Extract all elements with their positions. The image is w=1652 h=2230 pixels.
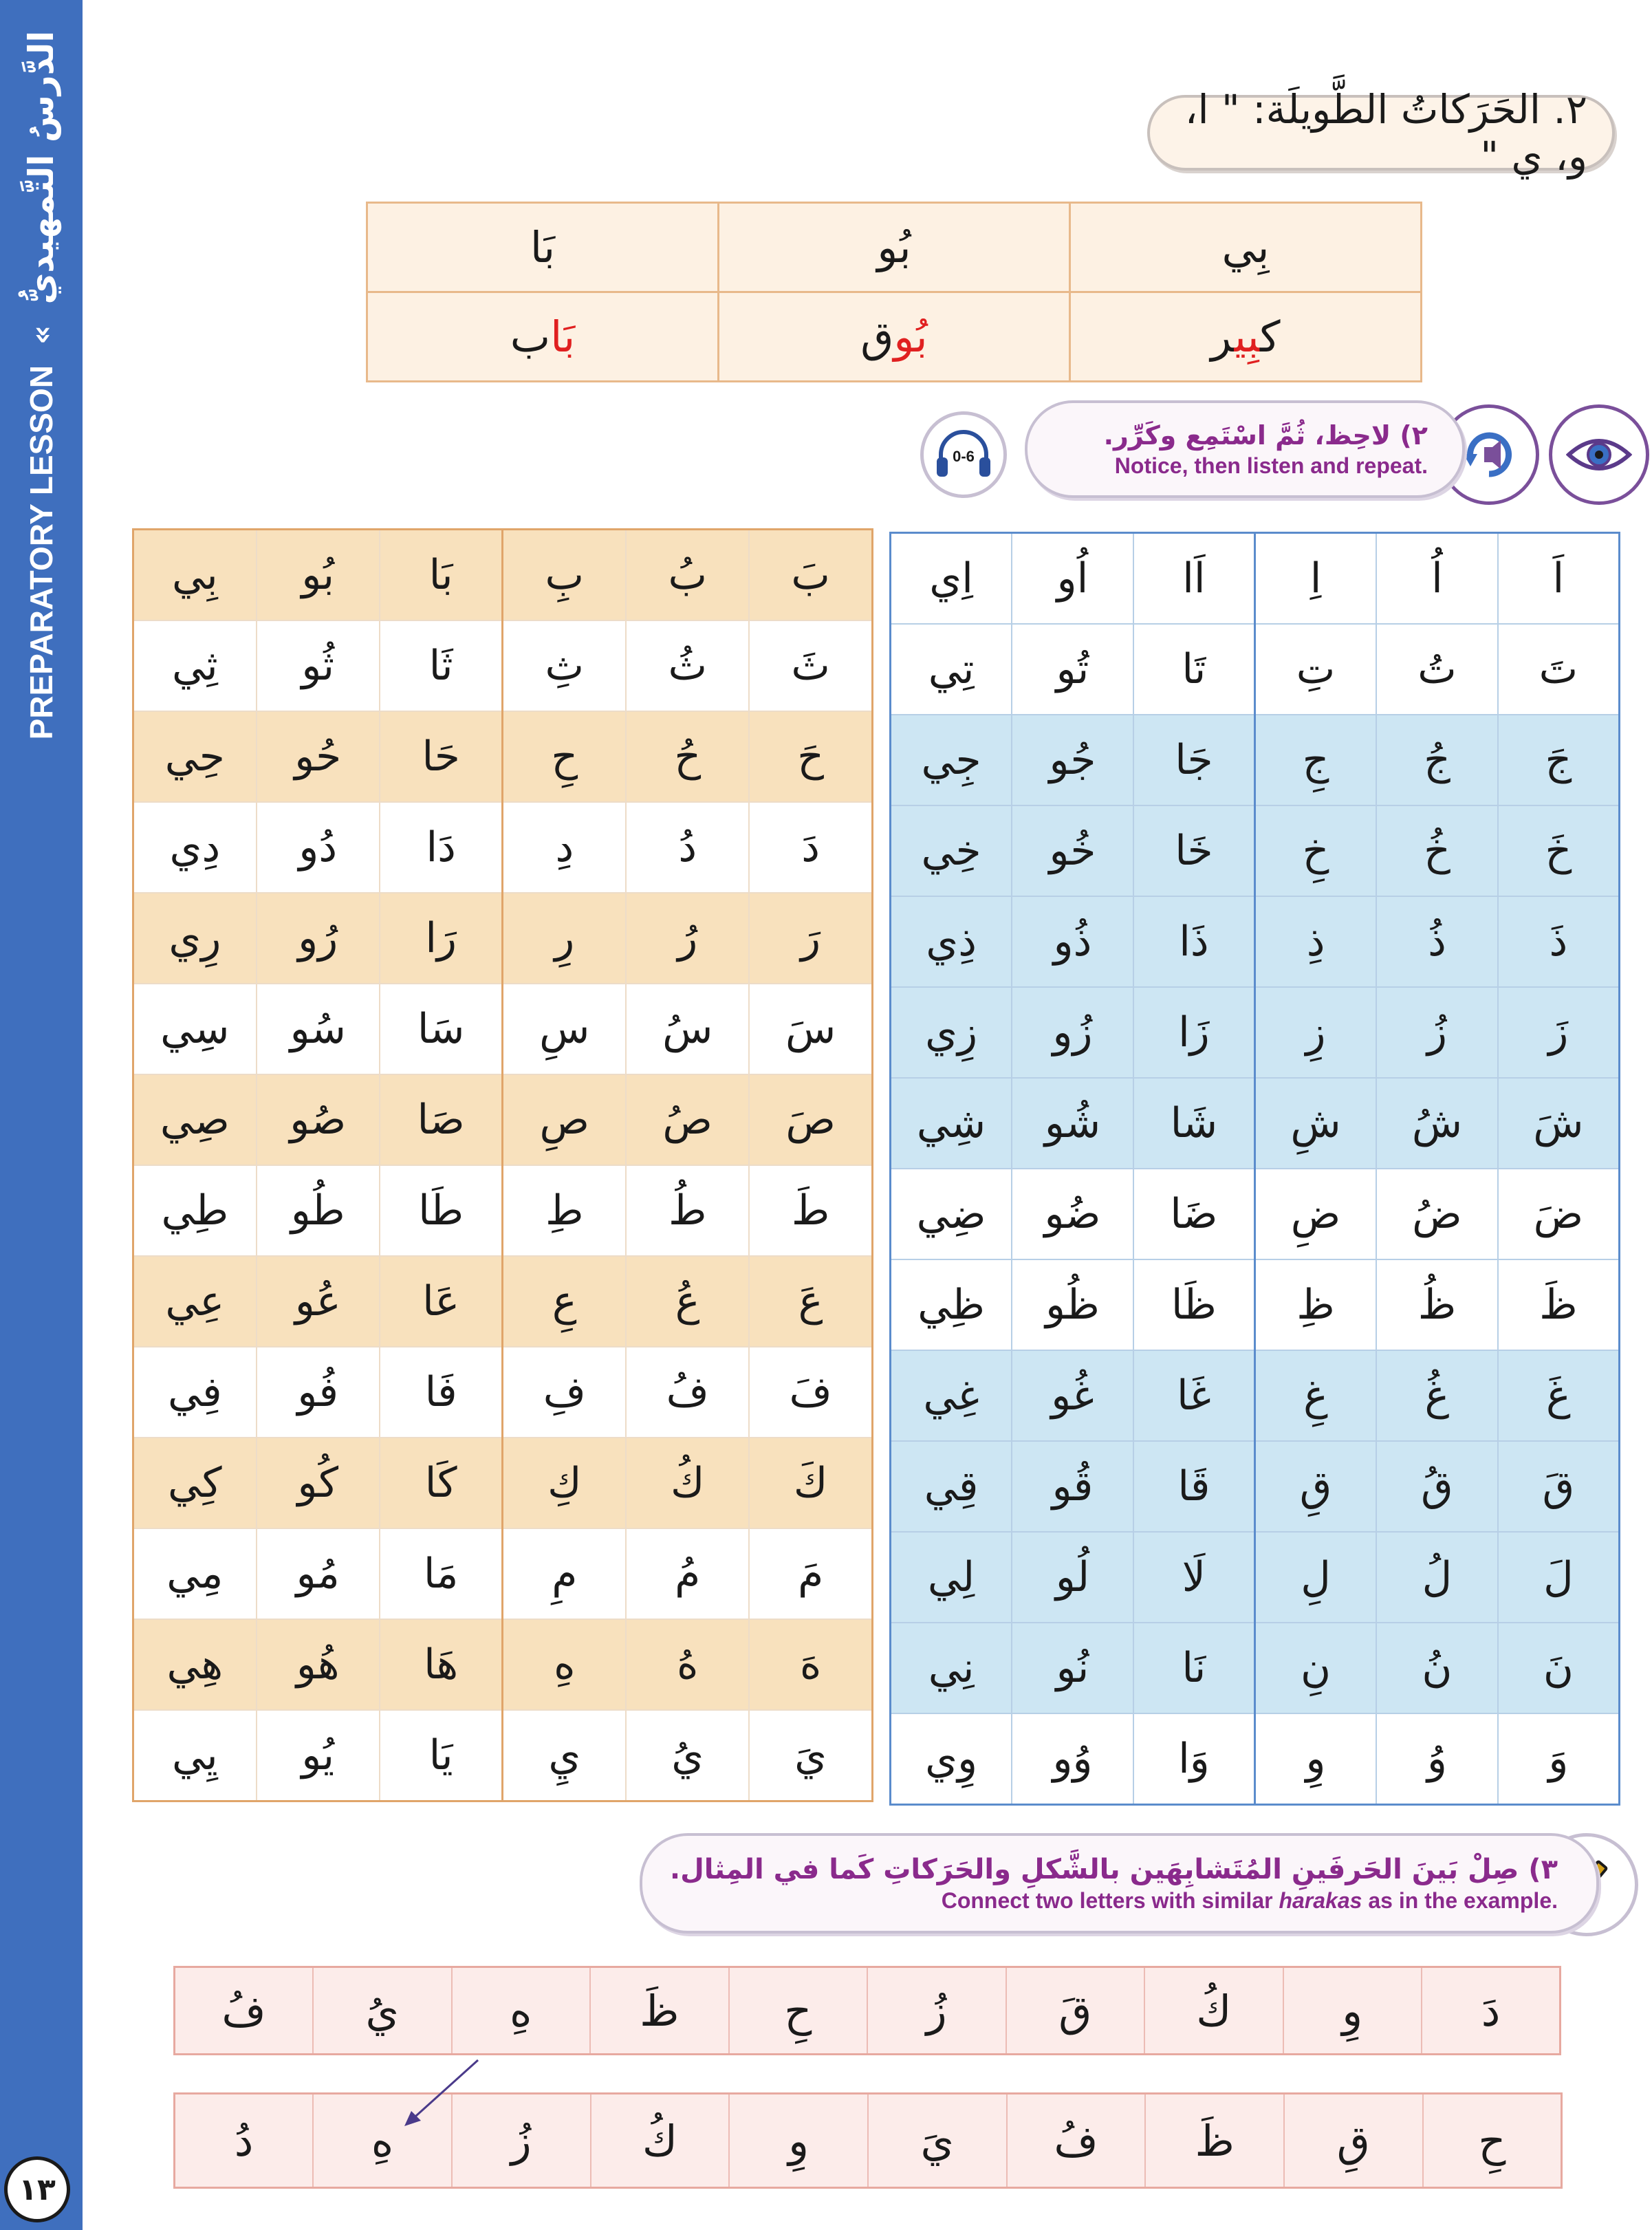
orange-grid-cell: ثِ [503, 620, 626, 711]
blue-grid-cell: اَا [1133, 533, 1255, 625]
orange-grid-cell: طِ [503, 1165, 626, 1256]
blue-grid-cell: ضِ [1254, 1169, 1376, 1259]
blue-grid-cell: ذَا [1133, 896, 1255, 987]
lv-cell: بَا [367, 203, 719, 292]
match-top-letter[interactable]: هِ [452, 1967, 591, 2055]
blue-grid-cell: اَ [1498, 533, 1620, 625]
orange-grid-cell: مَ [749, 1528, 872, 1619]
blue-grid-cell: نُ [1376, 1623, 1498, 1713]
orange-grid-cell: حَا [380, 711, 503, 802]
orange-grid-row [133, 1347, 873, 1438]
eye-icon [1549, 404, 1649, 505]
exercise3-ar: ٣) صِلْ بَينَ الحَرفَينِ المُتَشابِهَين بالشَّكلِ والحَرَكاتِ كَما في المِثال. [669, 1853, 1558, 1885]
orange-grid-cell: رِ [503, 893, 626, 984]
blue-grid-cell: غُ [1376, 1350, 1498, 1441]
lv-example-cell: بُوق [719, 292, 1070, 382]
chevrons-icon: « [23, 325, 59, 345]
blue-grid-cell: نَا [1133, 1623, 1255, 1713]
blue-grid-cell: خِ [1254, 805, 1376, 896]
orange-grid-cell: بُو [257, 530, 380, 621]
orange-grid-cell: مِي [133, 1528, 257, 1619]
orange-grid-cell: حُو [257, 711, 380, 802]
orange-grid-cell: يَا [380, 1710, 503, 1801]
blue-grid-cell: جِ [1254, 715, 1376, 805]
blue-grid-cell: نَ [1498, 1623, 1620, 1713]
orange-grid-row [133, 893, 873, 984]
blue-grid-cell: ضِي [891, 1169, 1012, 1259]
page-number: ١٣ [4, 2156, 70, 2222]
blue-grid-cell: قَا [1133, 1441, 1255, 1532]
blue-grid-cell: نِي [891, 1623, 1012, 1713]
blue-grid-cell: ضُو [1012, 1169, 1133, 1259]
blue-grid-cell: ظِ [1254, 1259, 1376, 1350]
blue-grid-row [891, 533, 1620, 625]
orange-grid-cell: مُو [257, 1528, 380, 1619]
orange-grid-cell: فَ [749, 1347, 872, 1438]
blue-grid-cell: لَ [1498, 1532, 1620, 1623]
blue-grid-cell: جَ [1498, 715, 1620, 805]
blue-grid-cell: ذَ [1498, 896, 1620, 987]
blue-grid-row [891, 624, 1620, 715]
orange-grid-cell: ثَ [749, 620, 872, 711]
match-bottom-letter[interactable]: ظَ [1145, 2094, 1284, 2188]
orange-grid-cell: صَ [749, 1074, 872, 1165]
orange-grid-row [133, 802, 873, 893]
blue-grid-cell: خَا [1133, 805, 1255, 896]
orange-grid-cell: كَ [749, 1438, 872, 1528]
blue-grid-cell: ظَا [1133, 1259, 1255, 1350]
blue-grid-cell: وِي [891, 1713, 1012, 1805]
blue-grid-cell: لَا [1133, 1532, 1255, 1623]
blue-grid-cell: شِ [1254, 1078, 1376, 1169]
orange-grid-cell: فَا [380, 1347, 503, 1438]
blue-grid-cell: ذِ [1254, 896, 1376, 987]
blue-grid-row [891, 715, 1620, 805]
blue-grid-row [891, 1623, 1620, 1713]
match-top-letter[interactable]: دَ [1422, 1967, 1561, 2055]
match-bottom-letter[interactable]: وِ [729, 2094, 868, 2188]
blue-grid-cell: ظُو [1012, 1259, 1133, 1350]
example-arrow [385, 2053, 495, 2136]
orange-grid-cell: سِي [133, 984, 257, 1074]
orange-grid-cell: عُو [257, 1256, 380, 1347]
orange-grid-cell: دُ [626, 802, 749, 893]
section2-title [1147, 86, 1615, 180]
orange-grid-cell: صِي [133, 1074, 257, 1165]
orange-grid-cell: عُ [626, 1256, 749, 1347]
blue-grid-cell: ذُ [1376, 896, 1498, 987]
long-vowels-row [367, 203, 1422, 292]
orange-grid-row [133, 620, 873, 711]
orange-grid-cell: بِي [133, 530, 257, 621]
lv-example-cell: كبِير [1070, 292, 1422, 382]
blue-grid-cell: خِي [891, 805, 1012, 896]
orange-grid-cell: يَ [749, 1710, 872, 1801]
orange-grid-cell: عَ [749, 1256, 872, 1347]
match-bottom-letter[interactable]: كُ [591, 2094, 730, 2188]
orange-grid-cell: هِي [133, 1619, 257, 1710]
orange-grid-cell: هَا [380, 1619, 503, 1710]
match-row-bottom [173, 2092, 1563, 2189]
blue-grid-cell: جُ [1376, 715, 1498, 805]
exercise2-instruction [1025, 400, 1465, 498]
match-top-letter[interactable]: حِ [729, 1967, 868, 2055]
blue-grid-cell: زِي [891, 987, 1012, 1078]
blue-grid-cell: غَ [1498, 1350, 1620, 1441]
blue-grid-cell: اِي [891, 533, 1012, 625]
blue-grid-cell: شِي [891, 1078, 1012, 1169]
blue-grid-cell: وُو [1012, 1713, 1133, 1805]
orange-grid-cell: حُ [626, 711, 749, 802]
lv-example-cell: بَاب [367, 292, 719, 382]
orange-grid-cell: دِي [133, 802, 257, 893]
blue-grid-cell: تُ [1376, 624, 1498, 715]
blue-grid-cell: نِ [1254, 1623, 1376, 1713]
orange-grid-cell: طِي [133, 1165, 257, 1256]
orange-grid-row [133, 1619, 873, 1710]
blue-grid-cell: ضُ [1376, 1169, 1498, 1259]
headphones-icon[interactable] [920, 411, 1007, 498]
blue-grid-cell: ضَ [1498, 1169, 1620, 1259]
letters-grid-orange [132, 528, 873, 1802]
blue-grid-cell: تَا [1133, 624, 1255, 715]
orange-grid-cell: كُ [626, 1438, 749, 1528]
orange-grid-cell: يُ [626, 1710, 749, 1801]
match-bottom-letter[interactable]: هِ [313, 2094, 452, 2188]
blue-grid-cell: قُو [1012, 1441, 1133, 1532]
orange-grid-cell: حِ [503, 711, 626, 802]
orange-grid-cell: سِ [503, 984, 626, 1074]
exercise3-en: Connect two letters with similar harakas as in the example. [941, 1887, 1558, 1913]
blue-grid-cell: لُو [1012, 1532, 1133, 1623]
orange-grid-row [133, 1710, 873, 1801]
orange-grid-cell: دَ [749, 802, 872, 893]
exercise2-en: Notice, then listen and repeat. [1114, 453, 1428, 478]
orange-grid-cell: كِي [133, 1438, 257, 1528]
blue-grid-cell: ذِي [891, 896, 1012, 987]
blue-grid-row [891, 1441, 1620, 1532]
match-bottom-letter[interactable]: فُ [1007, 2094, 1146, 2188]
orange-grid-cell: عَا [380, 1256, 503, 1347]
match-top-letter[interactable]: زُ [867, 1967, 1006, 2055]
blue-grid-cell: ظِي [891, 1259, 1012, 1350]
orange-grid-row [133, 1165, 873, 1256]
orange-grid-cell: طَا [380, 1165, 503, 1256]
blue-grid-cell: زَ [1498, 987, 1620, 1078]
orange-grid-cell: يُو [257, 1710, 380, 1801]
blue-grid-cell: وُ [1376, 1713, 1498, 1805]
orange-grid-cell: هِ [503, 1619, 626, 1710]
blue-grid-cell: اُو [1012, 533, 1133, 625]
orange-grid-cell: صُو [257, 1074, 380, 1165]
match-top-letter[interactable]: يُ [313, 1967, 452, 2055]
match-bottom-letter[interactable]: يَ [868, 2094, 1007, 2188]
orange-grid-cell: مِ [503, 1528, 626, 1619]
blue-grid-cell: وَ [1498, 1713, 1620, 1805]
orange-grid-cell: طَ [749, 1165, 872, 1256]
long-vowels-table [366, 202, 1422, 382]
blue-grid-cell: جُو [1012, 715, 1133, 805]
orange-grid-cell: فِي [133, 1347, 257, 1438]
blue-grid-cell: قِي [891, 1441, 1012, 1532]
blue-grid-cell: اُ [1376, 533, 1498, 625]
orange-grid-cell: رِي [133, 893, 257, 984]
exercise2-ar: ٢) لاحِظ، ثُمَّ اسْتَمِع وكَرِّر. [1103, 420, 1428, 451]
blue-grid-cell: ظَ [1498, 1259, 1620, 1350]
blue-grid-cell: تَ [1498, 624, 1620, 715]
blue-grid-cell: ضَا [1133, 1169, 1255, 1259]
orange-grid-cell: كُو [257, 1438, 380, 1528]
lv-cell: بُو [719, 203, 1070, 292]
blue-grid-row [891, 1532, 1620, 1623]
blue-grid-cell: غَا [1133, 1350, 1255, 1441]
blue-grid-cell: شَا [1133, 1078, 1255, 1169]
blue-grid-cell: غُو [1012, 1350, 1133, 1441]
blue-grid-row [891, 896, 1620, 987]
blue-grid-cell: خَ [1498, 805, 1620, 896]
match-bottom-letter[interactable]: حِ [1423, 2094, 1562, 2188]
blue-grid-cell: زَا [1133, 987, 1255, 1078]
blue-grid-cell: تِي [891, 624, 1012, 715]
blue-grid-row [891, 987, 1620, 1078]
match-top-letter[interactable]: قَ [1006, 1967, 1145, 2055]
orange-grid-cell: عِ [503, 1256, 626, 1347]
side-band [0, 0, 83, 2230]
blue-grid-cell: زِ [1254, 987, 1376, 1078]
blue-grid-cell: خُ [1376, 805, 1498, 896]
match-bottom-letter[interactable]: دُ [175, 2094, 314, 2188]
blue-grid-cell: نُو [1012, 1623, 1133, 1713]
orange-grid-cell: هَ [749, 1619, 872, 1710]
orange-grid-cell: رُو [257, 893, 380, 984]
lv-cell: بِي [1070, 203, 1422, 292]
blue-grid-cell: جَا [1133, 715, 1255, 805]
blue-grid-cell: ظُ [1376, 1259, 1498, 1350]
orange-grid-cell: ثُو [257, 620, 380, 711]
orange-grid-cell: ثُ [626, 620, 749, 711]
blue-grid-cell: تِ [1254, 624, 1376, 715]
orange-grid-cell: يِ [503, 1710, 626, 1801]
orange-grid-cell: فِ [503, 1347, 626, 1438]
orange-grid-cell: رُ [626, 893, 749, 984]
orange-grid-cell: هُو [257, 1619, 380, 1710]
blue-grid-cell: قِ [1254, 1441, 1376, 1532]
orange-grid-cell: حِي [133, 711, 257, 802]
svg-text:0-6: 0-6 [953, 448, 975, 465]
exercise3-instruction [640, 1833, 1599, 1934]
blue-grid-cell: تُو [1012, 624, 1133, 715]
orange-grid-cell: بُ [626, 530, 749, 621]
orange-grid-cell: صِ [503, 1074, 626, 1165]
blue-grid-cell: وَا [1133, 1713, 1255, 1805]
orange-grid-row [133, 711, 873, 802]
orange-grid-cell: حَ [749, 711, 872, 802]
orange-grid-cell: سَا [380, 984, 503, 1074]
orange-grid-cell: دَا [380, 802, 503, 893]
blue-grid-cell: ذُو [1012, 896, 1133, 987]
blue-grid-cell: زُو [1012, 987, 1133, 1078]
match-row-top [173, 1966, 1561, 2055]
blue-grid-cell: جِي [891, 715, 1012, 805]
blue-grid-row [891, 1350, 1620, 1441]
orange-grid-cell: رَ [749, 893, 872, 984]
match-bottom-letter[interactable]: قِ [1284, 2094, 1423, 2188]
orange-grid-cell: مُ [626, 1528, 749, 1619]
match-top-letter[interactable]: وِ [1283, 1967, 1422, 2055]
orange-grid-row [133, 1256, 873, 1347]
match-top-letter[interactable]: كُ [1144, 1967, 1283, 2055]
blue-grid-row [891, 1078, 1620, 1169]
match-top-letter[interactable]: فُ [175, 1967, 314, 2055]
orange-grid-cell: رَا [380, 893, 503, 984]
letters-grid-blue [889, 532, 1620, 1806]
orange-grid-cell: هُ [626, 1619, 749, 1710]
orange-grid-row [133, 1438, 873, 1528]
blue-grid-cell: اِ [1254, 533, 1376, 625]
orange-grid-cell: بِ [503, 530, 626, 621]
orange-grid-cell: مَا [380, 1528, 503, 1619]
orange-grid-cell: طُو [257, 1165, 380, 1256]
long-vowels-example-row [367, 292, 1422, 382]
blue-grid-cell: شَ [1498, 1078, 1620, 1169]
orange-grid-cell: فُ [626, 1347, 749, 1438]
section2-title-text: ٢. الحَرَكاتُ الطَّويلَة: " ا، و، ي " [1184, 86, 1587, 180]
blue-grid-cell: لِي [891, 1532, 1012, 1623]
orange-grid-cell: طُ [626, 1165, 749, 1256]
blue-grid-row [891, 1713, 1620, 1805]
side-title [21, 31, 61, 740]
orange-grid-cell: صَا [380, 1074, 503, 1165]
blue-grid-cell: غِ [1254, 1350, 1376, 1441]
orange-grid-cell: فُو [257, 1347, 380, 1438]
blue-grid-cell: زُ [1376, 987, 1498, 1078]
orange-grid-cell: كِ [503, 1438, 626, 1528]
blue-grid-cell: لِ [1254, 1532, 1376, 1623]
blue-grid-cell: غِي [891, 1350, 1012, 1441]
side-title-en: PREPARATORY LESSON [23, 365, 59, 740]
orange-grid-cell: ثَا [380, 620, 503, 711]
blue-grid-cell: قَ [1498, 1441, 1620, 1532]
blue-grid-row [891, 1259, 1620, 1350]
blue-grid-cell: وِ [1254, 1713, 1376, 1805]
orange-grid-cell: بَا [380, 530, 503, 621]
orange-grid-cell: بَ [749, 530, 872, 621]
orange-grid-row [133, 984, 873, 1074]
orange-grid-cell: سُ [626, 984, 749, 1074]
orange-grid-cell: ثِي [133, 620, 257, 711]
orange-grid-cell: سُو [257, 984, 380, 1074]
blue-grid-row [891, 1169, 1620, 1259]
blue-grid-cell: خُو [1012, 805, 1133, 896]
blue-grid-cell: شُو [1012, 1078, 1133, 1169]
orange-grid-cell: دِ [503, 802, 626, 893]
blue-grid-cell: قُ [1376, 1441, 1498, 1532]
orange-grid-cell: كَا [380, 1438, 503, 1528]
orange-grid-row [133, 530, 873, 621]
orange-grid-cell: صُ [626, 1074, 749, 1165]
orange-grid-row [133, 1074, 873, 1165]
blue-grid-cell: لُ [1376, 1532, 1498, 1623]
blue-grid-row [891, 805, 1620, 896]
blue-grid-cell: شُ [1376, 1078, 1498, 1169]
orange-grid-cell: عِي [133, 1256, 257, 1347]
orange-grid-row [133, 1528, 873, 1619]
orange-grid-cell: يِي [133, 1710, 257, 1801]
match-bottom-letter[interactable]: زُ [452, 2094, 591, 2188]
orange-grid-cell: دُو [257, 802, 380, 893]
orange-grid-cell: سَ [749, 984, 872, 1074]
side-title-ar: الدَّرسُ التَّمهيديُّ [21, 30, 61, 305]
match-top-letter[interactable]: ظَ [590, 1967, 729, 2055]
